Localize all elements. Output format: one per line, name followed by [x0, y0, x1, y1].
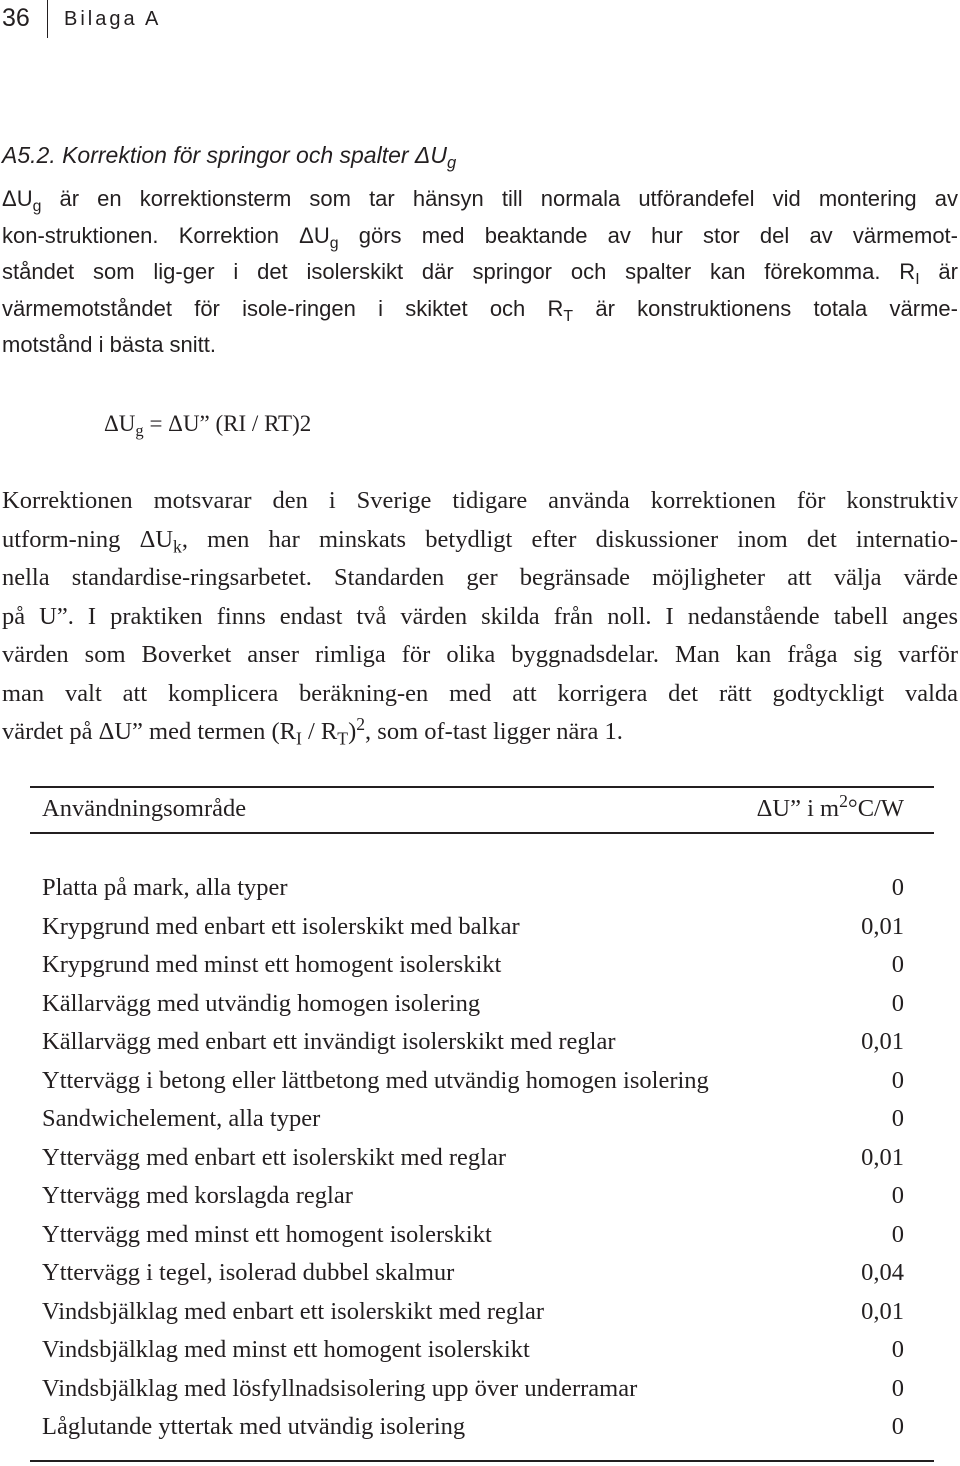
intro-line-2 — [2, 218, 958, 255]
running-head: Bilaga A — [64, 8, 162, 30]
table-cell-usage: Vindsbjälklag med enbart ett isolerskikt med reglar — [42, 1297, 544, 1325]
table-row — [42, 1293, 904, 1332]
table-cell-delta-u: 0 — [891, 1182, 904, 1209]
table-row — [42, 1370, 904, 1409]
body-line-6: man valt att komplicera beräkning-en med att korrigera det rätt godtyckligt valda — [2, 679, 958, 707]
table-cell-usage: Yttervägg i betong eller lättbetong med utvändig homogen isolering — [42, 1066, 709, 1094]
table-cell-delta-u: 0,01 — [861, 912, 904, 940]
page-header — [0, 0, 960, 40]
table-cell-usage: Sandwichelement, alla typer — [42, 1105, 321, 1132]
table-row — [42, 908, 904, 947]
table-row — [42, 946, 904, 985]
body-line-1: Korrektionen motsvarar den i Sverige tidigare använda korrektionen för konstruktiv — [2, 487, 958, 514]
table-cell-delta-u: 0 — [891, 989, 904, 1017]
section-heading-subscript: g — [446, 152, 457, 172]
text-run: värmemotståndet för isole-ringen i skiktet och R — [2, 295, 564, 321]
table-bottom-rule — [30, 1460, 934, 1462]
table-cell-usage: Platta på mark, alla typer — [42, 874, 288, 901]
table-row — [42, 1254, 904, 1293]
table-row — [42, 1139, 904, 1178]
table-cell-usage: Yttervägg med minst ett homogent isolerskikt — [42, 1220, 492, 1248]
subscript: T — [337, 728, 349, 749]
body-line-4: på U”. I praktiken finns endast två värden skilda från noll. I nedanstående tabell anges — [2, 602, 958, 630]
table-cell-usage: Yttervägg i tegel, isolerad dubbel skalmur — [42, 1259, 455, 1286]
table-cell-usage: Vindsbjälklag med lösfyllnadsisolering upp över underramar — [42, 1374, 638, 1402]
section-heading — [2, 140, 456, 170]
table-cell-delta-u: 0,01 — [861, 1028, 904, 1055]
table-cell-usage: Krypgrund med enbart ett isolerskikt med balkar — [42, 912, 520, 940]
table-cell-delta-u: 0 — [891, 1105, 904, 1132]
text-run: ΔU” i m — [756, 795, 840, 822]
table-cell-usage: Yttervägg med enbart ett isolerskikt med reglar — [42, 1143, 506, 1171]
body-line-7 — [2, 713, 958, 752]
table-cell-delta-u: 0,01 — [861, 1143, 904, 1171]
table-row — [42, 1408, 904, 1447]
body-line-3: nella standardise-ringsarbetet. Standarden ger begränsade möjligheter att välja värde — [2, 564, 958, 591]
body-line-5: värden som Boverket anser rimliga för olika byggnadsdelar. Man kan fråga sig varför — [2, 641, 958, 668]
table-cell-usage: Yttervägg med korslagda reglar — [42, 1182, 353, 1209]
table-row — [42, 1100, 904, 1139]
formula-text: = ΔU” (RI / RT)2 — [143, 411, 312, 436]
table-row — [42, 1023, 904, 1062]
intro-line-1 — [2, 181, 958, 218]
text-run: / R — [301, 718, 338, 745]
text-run: är — [919, 259, 958, 284]
table-cell-delta-u: 0 — [891, 1413, 904, 1440]
subscript: k — [173, 535, 182, 556]
page-number: 36 — [2, 4, 30, 32]
section-heading-text: A5.2. Korrektion för springor och spalter ΔU — [2, 142, 447, 168]
table-cell-usage: Låglutande yttertak med utvändig isolering — [42, 1413, 466, 1440]
text-run: , som of-tast ligger nära 1. — [365, 718, 623, 745]
table-row — [42, 985, 904, 1024]
body-line-2 — [2, 521, 958, 560]
formula-text: ΔU — [104, 411, 136, 436]
text-run: görs med beaktande av hur stor del av värmemot- — [338, 222, 958, 248]
table-row — [42, 1177, 904, 1216]
table-body — [42, 869, 904, 1447]
table-cell-delta-u: 0 — [891, 1374, 904, 1402]
subscript: g — [329, 234, 339, 252]
table-row — [42, 869, 904, 908]
table-cell-usage: Krypgrund med minst ett homogent isolerskikt — [42, 951, 502, 978]
table-cell-delta-u: 0,01 — [861, 1297, 904, 1325]
text-run: ΔU — [2, 186, 33, 211]
subscript: I — [296, 728, 302, 749]
table-cell-delta-u: 0 — [891, 951, 904, 978]
table-row — [42, 1062, 904, 1101]
intro-paragraph — [2, 181, 958, 364]
table-header-rule — [30, 832, 934, 834]
table-top-rule — [30, 786, 934, 788]
table-cell-delta-u: 0,04 — [861, 1259, 904, 1286]
subscript: I — [915, 270, 920, 288]
table-cell-delta-u: 0 — [891, 1336, 904, 1363]
subscript: T — [563, 307, 574, 325]
table-row — [42, 1216, 904, 1255]
superscript: 2 — [839, 791, 848, 812]
table-cell-delta-u: 0 — [891, 1066, 904, 1094]
table-cell-delta-u: 0 — [891, 1220, 904, 1248]
body-paragraph — [2, 482, 958, 752]
text-run: ) — [348, 718, 357, 745]
formula — [104, 408, 311, 440]
intro-line-4 — [2, 291, 958, 328]
table-cell-delta-u: 0 — [891, 874, 904, 901]
table-header — [42, 792, 904, 826]
text-run: ståndet som lig-ger i det isolerskikt där springor och spalter kan förekomma. R — [2, 259, 916, 284]
text-run: , men har minskats betydligt efter diskussioner inom det internatio- — [181, 525, 958, 553]
superscript: 2 — [356, 714, 366, 735]
text-run: °C/W — [847, 795, 904, 822]
intro-line-3 — [2, 254, 958, 291]
table-cell-usage: Källarvägg med utvändig homogen isolering — [42, 989, 481, 1017]
text-run: värdet på ΔU” med termen (R — [2, 718, 296, 745]
header-divider — [47, 0, 48, 38]
table-row — [42, 1331, 904, 1370]
table-cell-usage: Källarvägg med enbart ett invändigt isolerskikt med reglar — [42, 1028, 616, 1055]
subscript: g — [32, 197, 42, 215]
intro-line-5: motstånd i bästa snitt. — [2, 332, 216, 357]
text-run: kon-struktionen. Korrektion ΔU — [2, 222, 330, 248]
column-header-delta-u — [757, 792, 904, 826]
text-run: är en korrektionsterm som tar hänsyn till normala utförandefel vid montering av — [41, 186, 958, 211]
table-cell-usage: Vindsbjälklag med minst ett homogent isolerskikt — [42, 1336, 530, 1363]
text-run: är konstruktionens totala värme- — [573, 295, 958, 321]
text-run: utform-ning ΔU — [2, 525, 174, 553]
formula-subscript: g — [135, 420, 144, 440]
column-header-usage: Användningsområde — [42, 795, 247, 822]
